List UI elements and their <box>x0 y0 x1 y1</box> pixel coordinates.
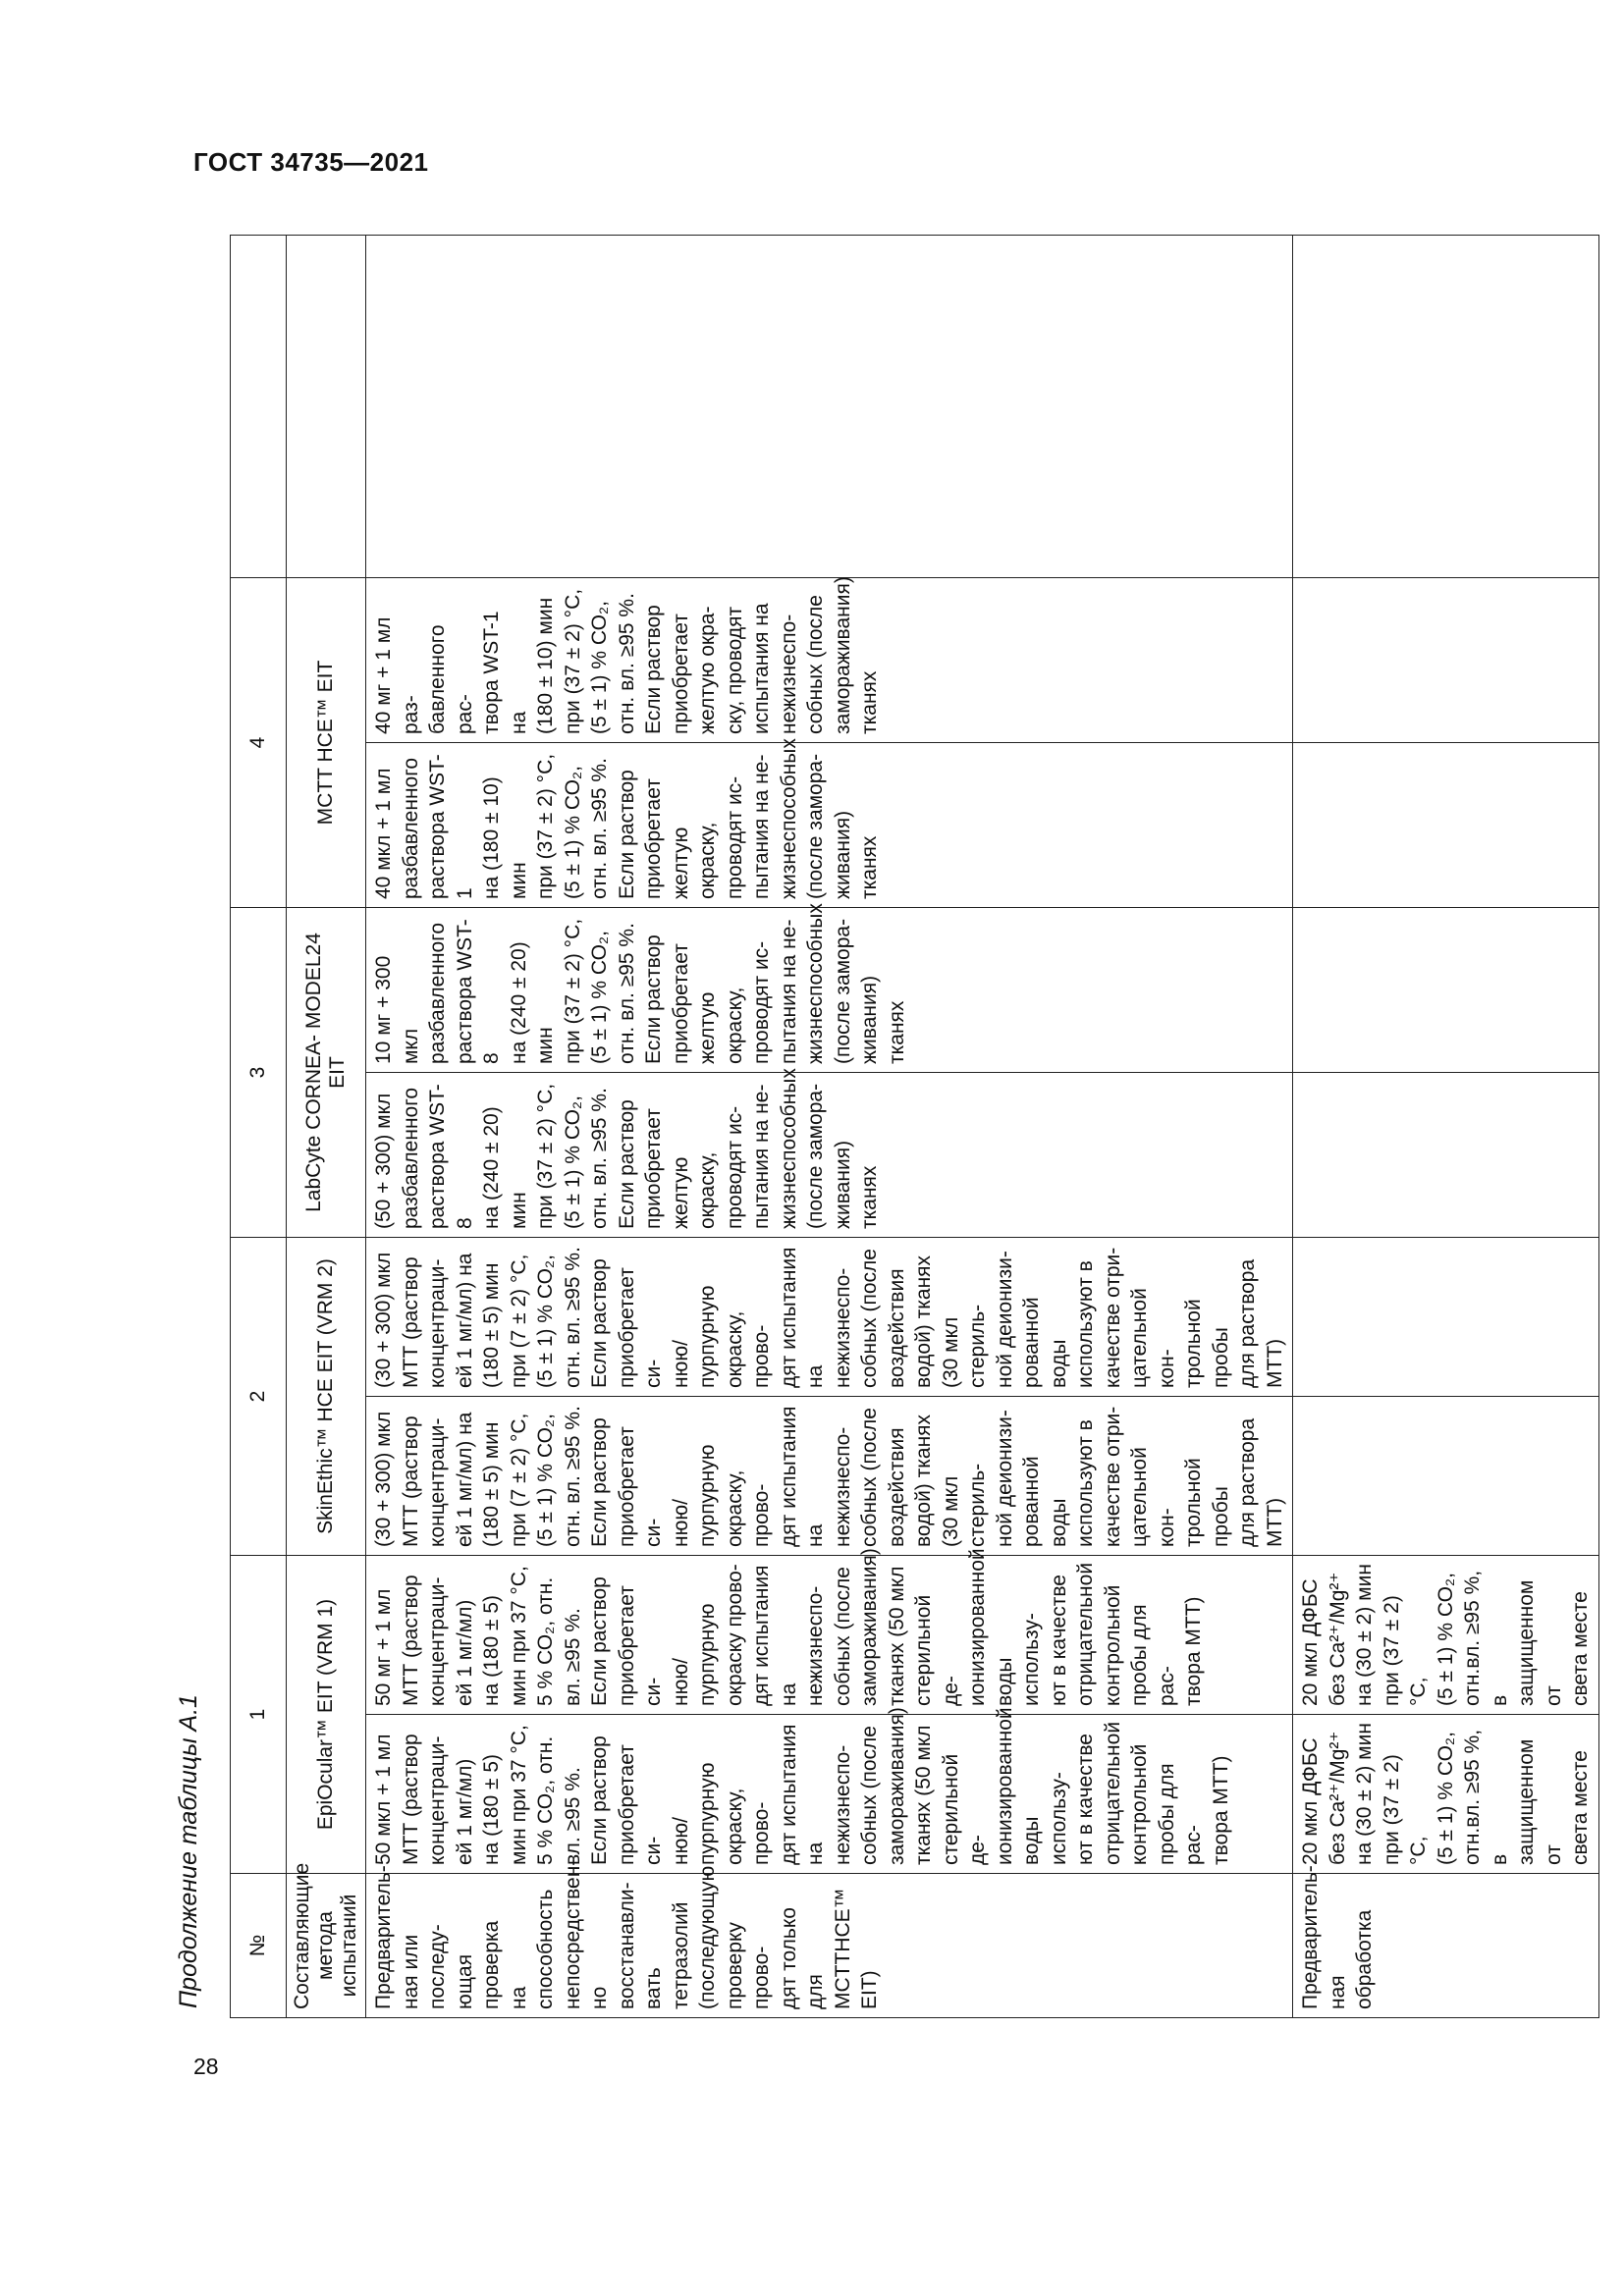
empty-cell <box>1293 743 1599 908</box>
empty-cell <box>1293 578 1599 743</box>
table-cell: 40 мкл + 1 мл разбавленного раствора WST-1 на (180 ± 10) мин при (37 ± 2) °С, (5 ± 1) % СО₂, отн. вл. ≥95 %. Если раствор приобретает желтую окраску, проводят ис- пытания на не- жизнеспособных (после замора- живания) тканях <box>366 743 1293 908</box>
column-number-row <box>231 236 287 2018</box>
composite-header: Составляющие метода испытаний <box>287 1874 366 2018</box>
empty-cell <box>1293 1238 1599 1397</box>
table-cell: 20 мкл ДФБС без Ca²⁺/Mg²⁺ на (30 ± 2) мин при (37 ± 2) °С, (5 ± 1) % СО₂, отн.вл. ≥95 %, в защищенном от света месте <box>1293 1715 1599 1874</box>
column-number-cell: 4 <box>231 578 287 908</box>
mctt-header: MCTT HCE™ EIT <box>287 578 366 908</box>
rotated-table-container <box>230 236 1592 2018</box>
table-cell: 50 мг + 1 мл МТТ (раствор концентраци- ей 1 мг/мл) на (180 ± 5) мин при 37 °С, 5 % СО₂, отн. вл. ≥95 %. Если раствор приобретает си- нюю/пурпурную окраску прово- дят испытания на нежизнеспо- собных (после замораживания) тканях (50 мкл стерильной де- ионизированной воды использу- ют в качестве отрицательной контрольной пробы для рас- твора МТТ) <box>366 1556 1293 1715</box>
labcyte-header: LabCyte CORNEA- MODEL24 EIT <box>287 908 366 1238</box>
table-caption: Продолжение таблицы А.1 <box>175 1694 202 2008</box>
column-number-cell: 2 <box>231 1238 287 1556</box>
empty-cell <box>1293 1073 1599 1238</box>
empty-cell <box>1293 908 1599 1073</box>
table-row <box>1293 236 1599 2018</box>
table-cell: (30 + 300) мкл МТТ (раствор концентраци- ей 1 мг/мл) на (180 ± 5) мин при (7 ± 2) °С, (5 ± 1) % СО₂, отн. вл. ≥95 %. Если раствор приобретает си- нюю/пурпурную окраску, прово- дят испытания на нежизнеспо- собных (после воздействия водой) тканях (30 мкл стериль- ной деионизи- рованной воды используют в качестве отри- цательной кон- трольной пробы для раствора МТТ) <box>366 1397 1293 1556</box>
table-cell: 50 мкл + 1 мл МТТ (раствор концентраци- ей 1 мг/мл) на (180 ± 5) мин при 37 °С, 5 % СО₂, отн. вл. ≥95 %. Если раствор приобретает си- нюю/пурпурную окраску, прово- дят испытания на нежизнеспо- собных (после замораживания) тканях (50 мкл стерильной де- ионизированной воды использу- ют в качестве отрицательной контрольной пробы для рас- твора МТТ) <box>366 1715 1293 1874</box>
table-cell: 20 мкл ДФБС без Ca²⁺/Mg²⁺ на (30 ± 2) мин при (37 ± 2) °С, (5 ± 1) % СО₂, отн.вл. ≥95 %, в защищенном от света месте <box>1293 1556 1599 1715</box>
skinethic-header: SkinEthic™ HCE EIT (VRM 2) <box>287 1238 366 1556</box>
table-cell: (50 + 300) мкл разбавленного раствора WST-8 на (240 ± 20) мин при (37 ± 2) °С, (5 ± 1) % СО₂, отн. вл. ≥95 %. Если раствор приобретает желтую окраску, проводят ис- пытания на не- жизнеспособных (после замора- живания) тканях <box>366 1073 1293 1238</box>
page-number: 28 <box>193 2054 219 2079</box>
epiocular-header: EpiOcular™ EIT (VRM 1) <box>287 1556 366 1874</box>
row-label: Предваритель- ная или последу- ющая проверка на способность непосредствен- но восстанавли- вать тетразолий (последующую проверку прово- дят только для MCTTHCE™ EIT) <box>366 1874 1293 2018</box>
table-cell: 40 мг + 1 мл раз- бавленного рас- твора WST-1 на (180 ± 10) мин при (37 ± 2) °С, (5 ± 1) % СО₂, отн. вл. ≥95 %. Если раствор приобретает желтую окра- ску, проводят испытания на нежизнеспо- собных (после замораживания) тканях <box>366 578 1293 743</box>
table-row <box>366 236 1293 2018</box>
empty-cell <box>1293 1397 1599 1556</box>
empty-header-cell <box>287 236 366 578</box>
column-number-cell: № <box>231 1874 287 2018</box>
table-cell: (30 + 300) мкл МТТ (раствор концентраци- ей 1 мг/мл) на (180 ± 5) мин при (7 ± 2) °С, (5 ± 1) % СО₂, отн. вл. ≥95 %. Если раствор приобретает си- нюю/пурпурную окраску, прово- дят испытания на нежизнеспо- собных (после воздействия водой) тканях (30 мкл стериль- ной деионизи- рованной воды используют в качестве отри- цательной кон- трольной пробы для раствора МТТ) <box>366 1238 1293 1397</box>
empty-cell <box>1293 236 1599 578</box>
table-cell: 10 мг + 300 мкл разбавленного раствора WST-8 на (240 ± 20) мин при (37 ± 2) °С, (5 ± 1) % СО₂, отн. вл. ≥95 %. Если раствор приобретает желтую окраску, проводят ис- пытания на не- жизнеспособных (после замора- живания) тканях <box>366 908 1293 1073</box>
column-number-cell: 1 <box>231 1556 287 1874</box>
document-standard-title: ГОСТ 34735—2021 <box>193 147 429 177</box>
test-method-components-table <box>230 235 1599 2018</box>
method-name-row <box>287 236 366 2018</box>
row-label: Предваритель- ная обработка <box>1293 1874 1599 2018</box>
column-number-cell: 3 <box>231 908 287 1238</box>
empty-header-cell <box>231 236 287 578</box>
empty-cell <box>366 236 1293 578</box>
